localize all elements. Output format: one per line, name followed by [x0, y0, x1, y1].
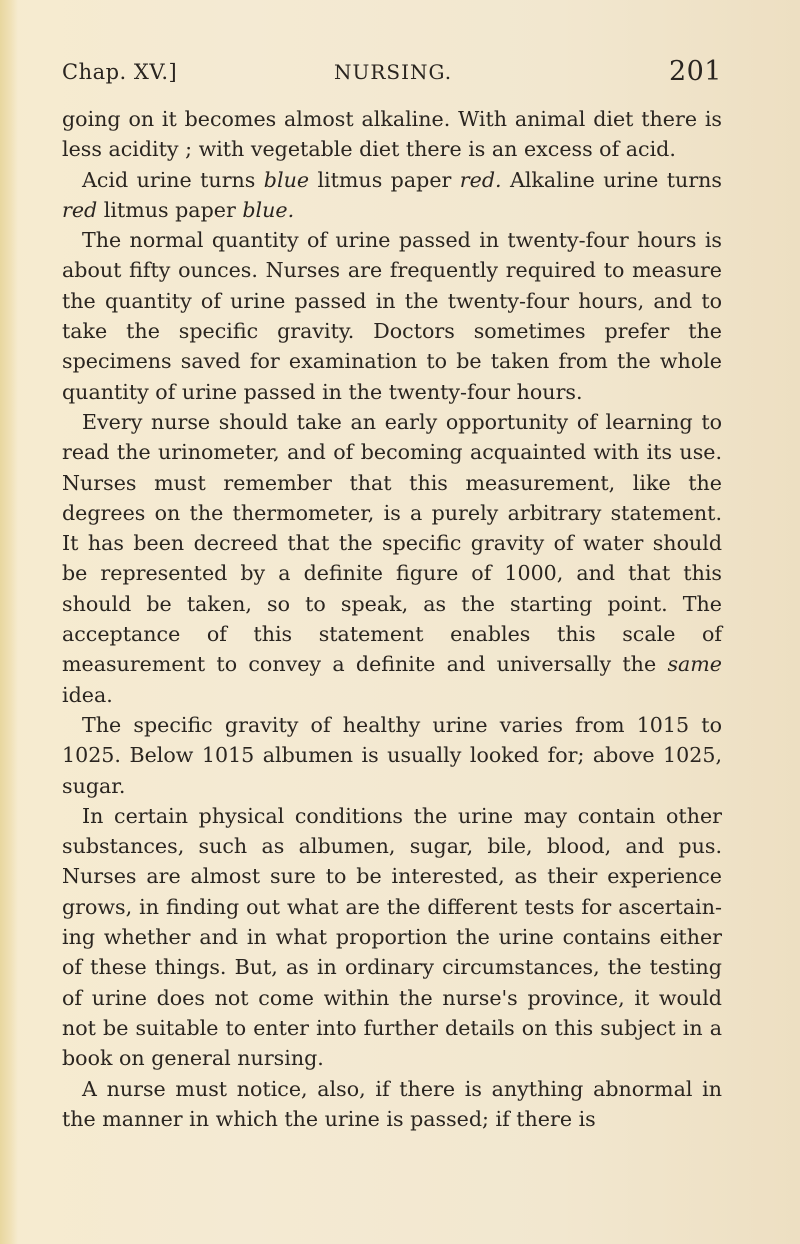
text-run: Every nurse should take an early opportunity of learning to read the urinometer, and of becoming acquainted with its use. Nurses must remember that this measurement, like the degrees on the thermometer, is a purely arbitrary statement. It has been decreed that the specific gravity of water should be represented by a definite figure of 1000, and that this should be taken, so to speak, as the starting point. The acceptance of this statement enables this scale of measurement to convey a definite and universally the [62, 409, 722, 677]
paragraph [62, 165, 722, 226]
text-run: litmus paper [309, 167, 460, 192]
italic-text: red. [459, 167, 502, 192]
text-run: Acid urine turns [82, 167, 264, 192]
italic-text: blue. [242, 197, 295, 222]
italic-text: blue [263, 167, 310, 192]
text-run: The normal quantity of urine passed in twenty-four hours is about fifty ounces. Nurses are frequently required to measure the quantity of urine passed in the twenty-four hours, and to take the specific gravity. Doctors sometimes prefer the specimens saved for examination to be taken from the whole quantity of urine passed in the twenty-four hours. [62, 228, 722, 404]
text-run: In certain physical conditions the urine may contain other substances, such as albumen, sugar, bile, blood, and pus. Nurses are almost sure to be interested, as their experience grows, in finding out what are the different tests for ascertain-ing whether and in what proportion the urine contains either of these things. But, as in ordinary circumstances, the testing of urine does not come within the nurse's province, it would not be suitable to enter into further details on this subject in a book on general nursing. [62, 803, 722, 1071]
paragraph [62, 710, 722, 801]
text-run: idea. [62, 682, 113, 707]
paragraph [62, 407, 722, 710]
text-run: going on it becomes almost alkaline. With animal diet there is less acidity ; with vegetable diet there is an excess of acid. [62, 107, 722, 162]
header-title: NURSING. [334, 60, 453, 84]
paragraph [62, 801, 722, 1074]
paragraph [62, 104, 722, 165]
italic-text: same [667, 652, 722, 677]
running-header [62, 56, 722, 90]
text-run: Alkaline urine turns [501, 167, 722, 192]
text-run: A nurse must notice, also, if there is anything abnormal in the manner in which the urine is passed; if there is [62, 1076, 722, 1131]
italic-text: red [62, 197, 98, 222]
chapter-label: Chap. XV.] [62, 60, 178, 84]
paragraph [62, 1074, 722, 1135]
page-number: 201 [668, 56, 722, 87]
paragraph [62, 225, 722, 407]
body-text [62, 104, 722, 1134]
page-gutter-shadow [0, 0, 18, 1244]
text-run: The specific gravity of healthy urine varies from 1015 to 1025. Below 1015 albumen is usually looked for; above 1025, sugar. [62, 712, 722, 798]
text-run: litmus paper [97, 197, 243, 222]
